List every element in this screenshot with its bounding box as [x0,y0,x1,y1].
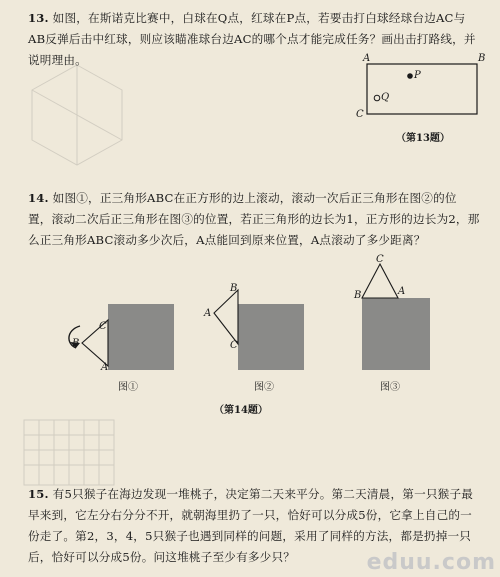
figure-1-label: 图① [118,382,138,393]
square-figure-1 [108,304,174,370]
fig1-label-a: A [101,362,109,373]
fig3-label-a: A [398,286,406,297]
point-label-c: C [356,109,364,120]
fig2-label-c: C [230,340,238,351]
fig1-label-b: B [72,338,80,349]
point-label-a: A [363,53,371,64]
question-14-text [28,188,480,251]
point-label-p: P [414,70,421,81]
point-label-b: B [478,53,486,64]
square-figure-3 [362,298,430,370]
fig2-label-b: B [230,283,238,294]
question-number: 15. [28,487,49,501]
question-number: 14. [28,191,49,205]
question-number: 13. [28,11,49,25]
figure-caption-14: （第14题） [214,405,268,416]
figure-caption-13: （第13题） [396,133,450,144]
figure-2-label: 图② [254,382,274,393]
bleed-hexagon [22,60,132,170]
question-body: 如图①，正三角形ABC在正方形的边上滚动，滚动一次后正三角形在图②的位置，滚动二次后正三角形在图③的位置，若正三角形的边长为1，正方形的边长为2，那么正三角形ABC滚动多少次后，A点能回到原来位置，A点滚动了多少距离？ [28,191,480,247]
fig2-label-a: A [204,308,212,319]
fig3-label-b: B [354,290,362,301]
snooker-table-figure [355,52,495,127]
fig1-label-c: C [99,321,107,332]
red-ball-p [407,73,413,79]
point-label-q: Q [381,92,390,103]
bleed-grid [14,405,134,495]
watermark-logo: eduu.com [366,550,496,575]
white-ball-q [374,95,380,101]
question-body: 如图，在斯诺克比赛中，白球在Q点，红球在P点，若要击打白球经球台边AC与AB反弹后击中红球，则应该瞄准球台边AC的哪个点才能完成任务？画出击打路线，并说明理由。 [28,11,476,67]
square-figure-2 [238,304,304,370]
table-edge [367,64,477,114]
figure-3-label: 图③ [380,382,400,393]
question-body: 有5只猴子在海边发现一堆桃子，决定第二天来平分。第二天清晨，第一只猴子最早来到，它左分右分分不开，就朝海里扔了一只，恰好可以分成5份，它拿上自己的一份走了。第2，3，4，5只猴子也遇到同样的问题，采用了同样的方法，都是扔掉一只后，恰好可以分成5份。问这堆桃子至少有多少只？ [28,487,474,564]
fig3-label-c: C [376,254,384,265]
